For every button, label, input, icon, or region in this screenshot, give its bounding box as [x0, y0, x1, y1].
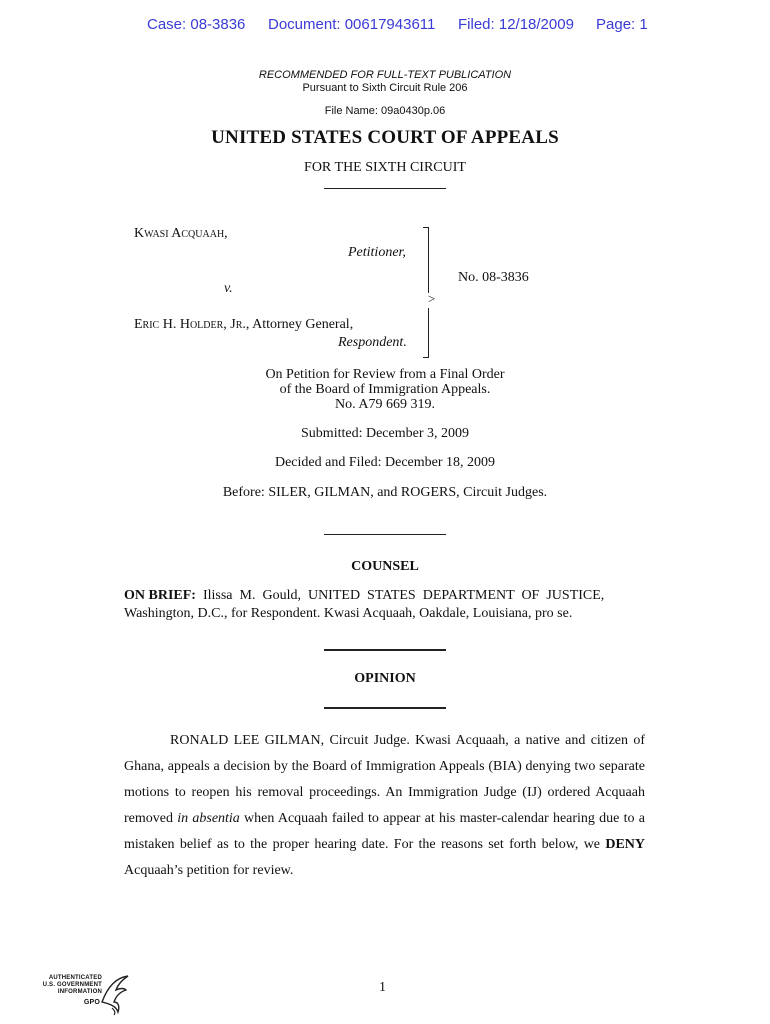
gpo-authentication-logo: AUTHENTICATED U.S. GOVERNMENT INFORMATION GPO [40, 972, 135, 1016]
counsel-line-1: ON BRIEF: Ilissa M. Gould, UNITED STATES DEPARTMENT OF JUSTICE, [124, 588, 605, 603]
counsel-divider [324, 534, 446, 535]
counsel-line-2: Washington, D.C., for Respondent. Kwasi Acquaah, Oakdale, Louisiana, pro se. [124, 606, 573, 621]
respondent-role: Respondent. [338, 335, 407, 350]
court-title: UNITED STATES COURT OF APPEALS [211, 127, 559, 148]
publication-recommendation: RECOMMENDED FOR FULL-TEXT PUBLICATION [258, 69, 512, 81]
bracket-lower-line [428, 308, 429, 358]
opinion-heading: OPINION [354, 671, 416, 686]
circuit-name: FOR THE SIXTH CIRCUIT [304, 160, 466, 175]
page-stamp: Page: 1 [596, 16, 648, 33]
filing-header [0, 16, 770, 40]
decided-date: Decided and Filed: December 18, 2009 [274, 455, 496, 470]
respondent-name: Eric H. Holder, Jr., Attorney General, [134, 317, 354, 332]
title-divider [324, 188, 446, 189]
counsel-heading: COUNSEL [351, 559, 419, 574]
bracket-upper-line [428, 227, 429, 293]
submitted-date: Submitted: December 3, 2009 [301, 426, 469, 441]
petition-line-1: On Petition for Review from a Final Order [265, 367, 505, 382]
petitioner-role: Petitioner, [348, 245, 406, 260]
opinion-divider-bottom [324, 707, 446, 709]
page-number: 1 [379, 980, 386, 995]
opinion-paragraph: RONALD LEE GILMAN, Circuit Judge. Kwasi Acquaah, a native and citizen of Ghana, appeals a decision by the Board of Immigration Appeals (BIA) denying two separate motions to reopen his removal proceedings. An Immigration Judge (IJ) ordered Acquaah removed in absentia when Acquaah failed to appear at his master-calendar hearing due to a mistaken belief as to the proper hearing date. For the reasons set forth below, we DENY Acquaah’s petition for review. [124, 733, 645, 878]
publication-rule: Pursuant to Sixth Circuit Rule 206 [302, 82, 468, 94]
petitioner-name: Kwasi Acquaah, [134, 226, 228, 241]
versus-label: v. [224, 281, 233, 296]
case-number-stamp: Case: 08-3836 [147, 16, 246, 33]
petition-line-2: of the Board of Immigration Appeals. [279, 382, 491, 397]
panel-judges: Before: SILER, GILMAN, and ROGERS, Circuit Judges. [222, 485, 548, 500]
bracket-bottom-tick [423, 357, 429, 358]
document-number-stamp: Document: 00617943611 [268, 16, 436, 33]
bracket-point: > [428, 291, 436, 306]
agency-number: No. A79 669 319. [335, 397, 435, 412]
filed-date-stamp: Filed: 12/18/2009 [458, 16, 574, 33]
eagle-icon [98, 972, 132, 1016]
file-name: File Name: 09a0430p.06 [324, 105, 446, 117]
opinion-divider-top [324, 649, 446, 651]
docket-number: No. 08-3836 [458, 270, 529, 285]
